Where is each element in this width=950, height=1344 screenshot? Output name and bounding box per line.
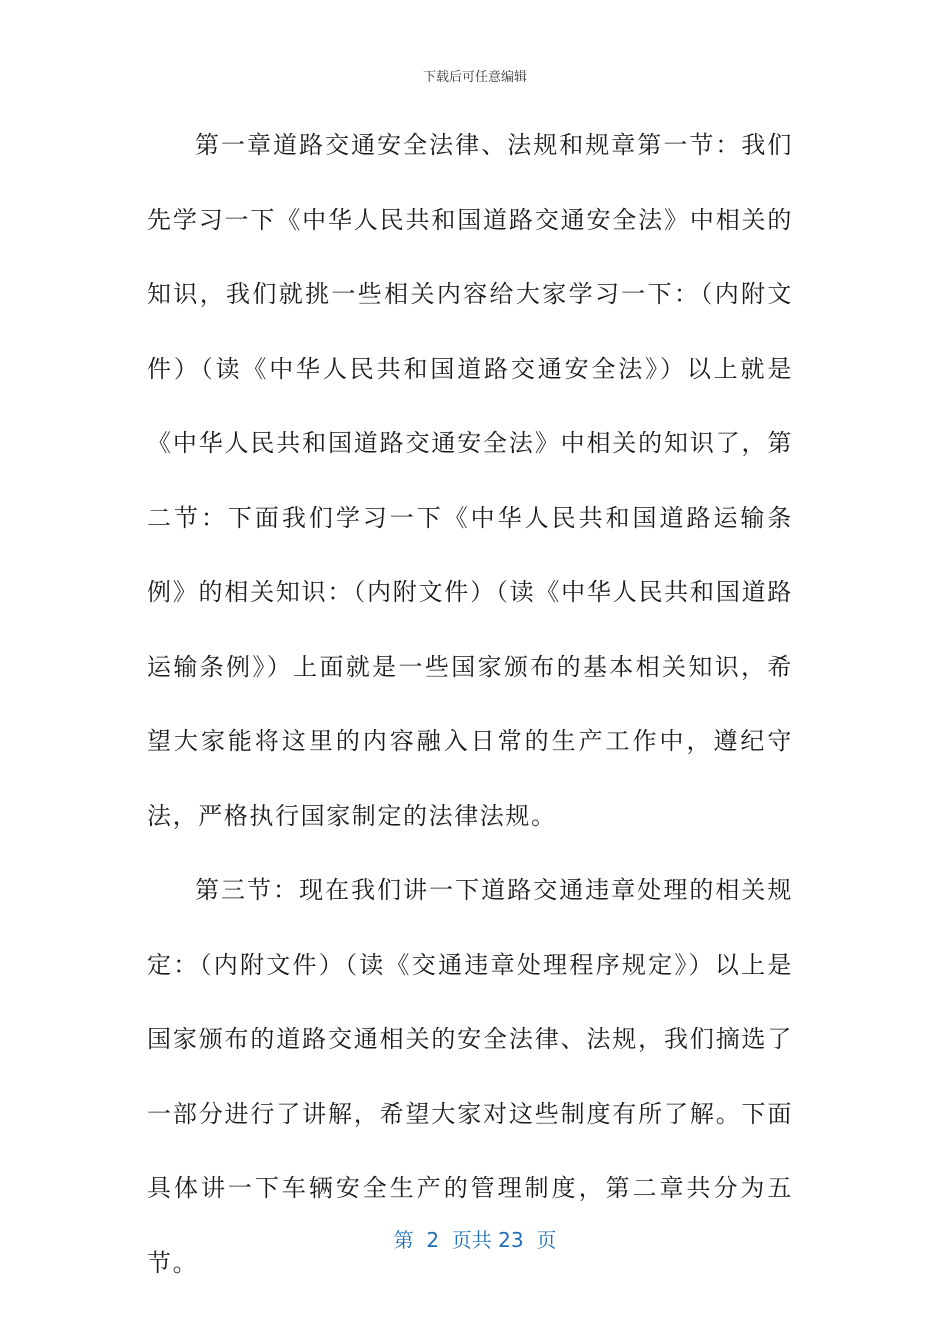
paragraph-2: 第三节：现在我们讲一下道路交通违章处理的相关规定：（内附文件）（读《交通违章处理程序规定》）以上是国家颁布的道路交通相关的安全法律、法规，我们摘选了一部分进行了讲解，希望大家对这些制度有所了解。下面具体讲一下车辆安全生产的管理制度，第二章共分为五节。 (147, 876, 793, 1277)
document-body (147, 108, 793, 1300)
page-header: 下载后可任意编辑 (422, 70, 527, 85)
paragraph-1: 第一章道路交通安全法律、法规和规章第一节：我们先学习一下《中华人民共和国道路交通安全法》中相关的知识，我们就挑一些相关内容给大家学习一下：（内附文件）（读《中华人民共和国道路交通安全法》）以上就是《中华人民共和国道路交通安全法》中相关的知识了，第二节：下面我们学习一下《中华人民共和国道路运输条例》的相关知识：（内附文件）（读《中华人民共和国道路运输条例》）上面就是一些国家颁布的基本相关知识，希望大家能将这里的内容融入日常的生产工作中，遵纪守法，严格执行国家制定的法律法规。 (147, 131, 793, 830)
page-number-footer: 第 2 页共 23 页 (393, 1228, 557, 1252)
